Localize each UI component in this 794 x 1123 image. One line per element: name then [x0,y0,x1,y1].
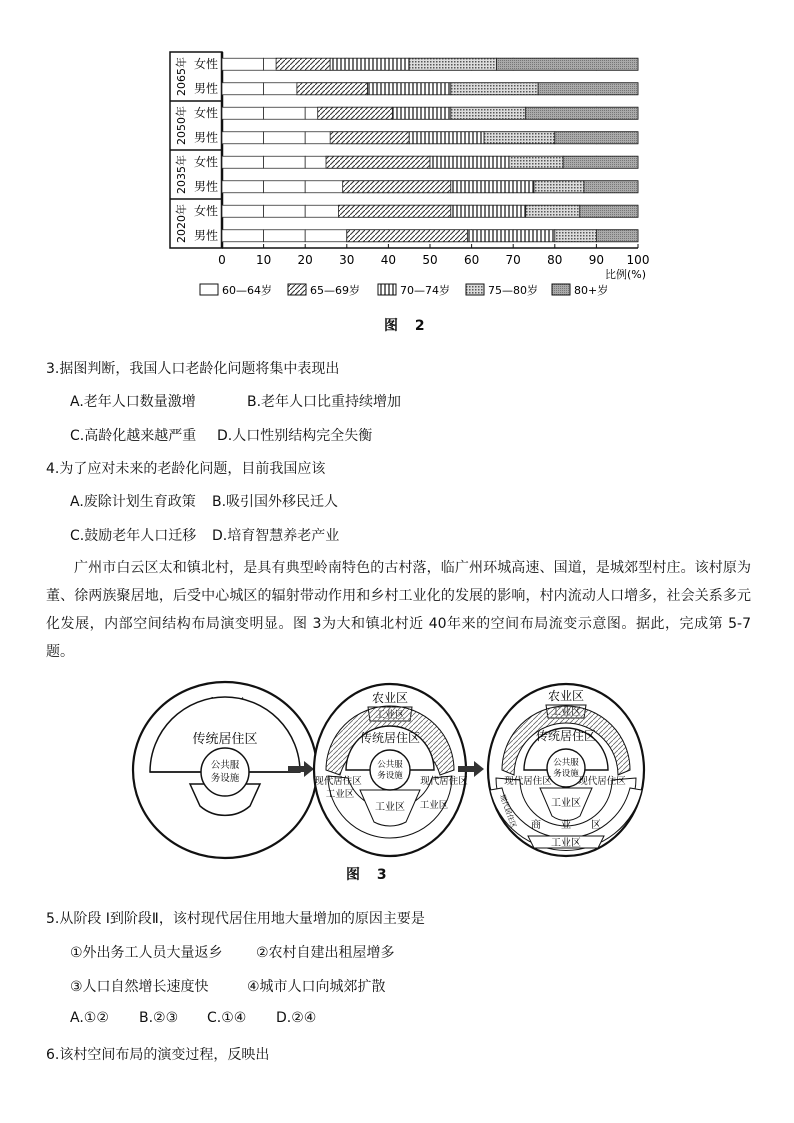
stage-2-left-residence: 现代居住区 [314,776,362,787]
chart-bar-segment [330,132,409,144]
chart-row-label: 女性 [193,154,218,169]
chart-bar-segment [467,230,554,242]
chart-bar-segment [534,181,584,193]
chart-bar-segment [368,83,451,95]
chart-x-tick: 90 [588,253,605,267]
chart-row-label: 男性 [193,130,218,145]
figure-2-caption: 图 2 [384,318,431,334]
stage-2-right-industry: 工业区 [419,800,449,811]
q5-option-c: C.①④ [207,1010,247,1026]
stage-3 [488,684,644,856]
stage-1-residence-label: 传统居住区 [192,732,258,747]
q5-option-d: D.②④ [276,1010,317,1026]
population-age-chart [160,40,660,302]
reading-passage: 广州市白云区太和镇北村，是具有典型岭南特色的古村落，临广州环城高速、国道，是城郊型村庄。该村原为董、徐两族聚居地，后受中心城区的辐射带动作用和乡村工业化的发展的影响，村内流动人口增多，社会关系多元化发展，内部空间结构布局演变明显。图 3为大和镇北村近 40年来的空间布局流变示意图。据此，完成第 5-7题。 [46,560,751,660]
chart-legend-label: 60—64岁 [222,284,272,297]
chart-bar-segment [343,181,451,193]
chart-bar-segment [451,107,526,119]
chart-bar-segment [338,205,450,217]
chart-row-label: 男性 [193,81,218,96]
chart-x-tick: 50 [422,253,438,267]
stage-2 [314,684,468,856]
chart-row-label: 女性 [193,203,218,218]
chart-bar-segment [409,132,484,144]
svg-text:务设施: 务设施 [377,771,403,781]
q4-option-a: A.废除计划生育政策 [70,494,196,510]
chart-bar-segment [430,156,509,168]
chart-row-label: 男性 [193,179,218,194]
chart-bar-segment [526,205,580,217]
stage-2-right-residence: 现代居住区 [420,776,468,787]
chart-bar-segment [555,230,597,242]
chart-bar-segment [326,156,430,168]
q5-option-b: B.②③ [139,1010,179,1026]
chart-row-label: 女性 [193,56,218,71]
stage-1-center-label: 公共服 [210,760,240,771]
chart-legend-label: 80+岁 [574,284,609,297]
chart-bar-segment [509,156,563,168]
village-layout-diagram [128,680,668,862]
chart-bar-segment [451,83,538,95]
chart-group-label: 2065年 [175,57,188,96]
chart-legend-label: 70—74岁 [400,284,450,297]
chart-legend-label: 75—80岁 [488,284,538,297]
stage-2-left-industry: 工业区 [325,789,355,800]
chart-x-tick: 100 [626,253,650,267]
chart-x-tick: 60 [463,253,480,267]
svg-text:公共服: 公共服 [377,760,403,770]
chart-bar-segment [526,107,638,119]
q5-statement-2: ②农村自建出租屋增多 [256,945,395,961]
chart-x-tick: 70 [505,253,521,267]
svg-text:公共服: 公共服 [553,758,579,768]
q5-statement-1: ①外出务工人员大量返乡 [70,945,223,961]
chart-bar-segment [580,205,638,217]
chart-group-label: 2050年 [175,106,188,145]
q3-option-c: C.高龄化越来越严重 [70,428,197,444]
chart-bar-segment [584,181,638,193]
chart-bar-segment [484,132,555,144]
chart-legend-label: 65—69岁 [310,284,360,297]
chart-row-label: 女性 [193,105,218,120]
q6-stem: 6.该村空间布局的演变过程，反映出 [46,1047,270,1063]
chart-bar-segment [276,58,330,70]
stage-3-commerce-label: 商 业 区 [531,820,601,831]
chart-bar-segment [497,58,638,70]
chart-bar-segment [409,58,496,70]
q5-statement-3: ③人口自然增长速度快 [70,979,209,995]
stage-2-bottom-industry: 工业区 [375,802,405,813]
stage-2-residence-label: 传统居住区 [359,731,421,745]
chart-legend-swatch [378,284,396,295]
stage-3-agri-label: 农业区 [547,689,585,703]
chart-bar-segment [297,83,368,95]
chart-bar-segment [563,156,638,168]
chart-legend-swatch [552,284,570,295]
chart-x-tick: 30 [339,253,355,267]
stage-3-outer-industry: 工业区 [551,838,581,849]
chart-bar-segment [330,58,409,70]
figure-3-caption: 图 3 [346,867,393,883]
stage-3-right-residence: 现代居住区 [578,776,626,787]
q5-option-a: A.①② [70,1010,109,1026]
chart-group-label: 2035年 [175,155,188,194]
q5-stem: 5.从阶段 I到阶段Ⅱ，该村现代居住用地大量增加的原因主要是 [46,911,425,927]
chart-bar-segment [347,230,468,242]
svg-text:务设施: 务设施 [553,769,579,779]
stage-2-agri-label: 农业区 [371,691,409,705]
chart-legend-swatch [200,284,218,295]
stage-3-residence-label: 传统居住区 [535,729,597,743]
chart-bar-segment [451,181,534,193]
chart-bar-segment [318,107,393,119]
q4-stem: 4.为了应对未来的老龄化问题，目前我国应该 [46,461,326,477]
q3-option-a: A.老年人口数量激增 [70,394,196,410]
chart-bar-segment [393,107,451,119]
stage-3-bottom-industry: 工业区 [551,798,581,809]
stage-3-side-residence: 现代居住区 [498,793,518,830]
stage-3-left-residence: 现代居住区 [504,776,552,787]
chart-bar-segment [596,230,638,242]
chart-bar-segment [555,132,638,144]
q3-option-d: D.人口性别结构完全失衡 [217,428,373,444]
q4-option-c: C.鼓励老年人口迁移 [70,528,197,544]
chart-legend-swatch [466,284,484,295]
chart-x-tick: 0 [218,253,226,267]
chart-legend-swatch [288,284,306,295]
svg-text:务设施: 务设施 [210,773,240,784]
chart-group-label: 2020年 [175,204,188,243]
q3-option-b: B.老年人口比重持续增加 [247,394,402,410]
chart-x-tick: 20 [297,253,313,267]
q5-statement-4: ④城市人口向城郊扩散 [247,979,386,995]
chart-bar-segment [451,205,526,217]
chart-x-tick: 80 [547,253,563,267]
chart-x-tick: 40 [380,253,397,267]
chart-row-label: 男性 [193,228,218,243]
chart-bar-segment [538,83,638,95]
q4-option-d: D.培育智慧养老产业 [212,528,340,544]
chart-x-label: 比例(%) [604,268,646,281]
q3-stem: 3.据图判断，我国人口老龄化问题将集中表现出 [46,361,340,377]
q4-option-b: B.吸引国外移民迁人 [212,494,339,510]
chart-x-tick: 10 [255,253,272,267]
